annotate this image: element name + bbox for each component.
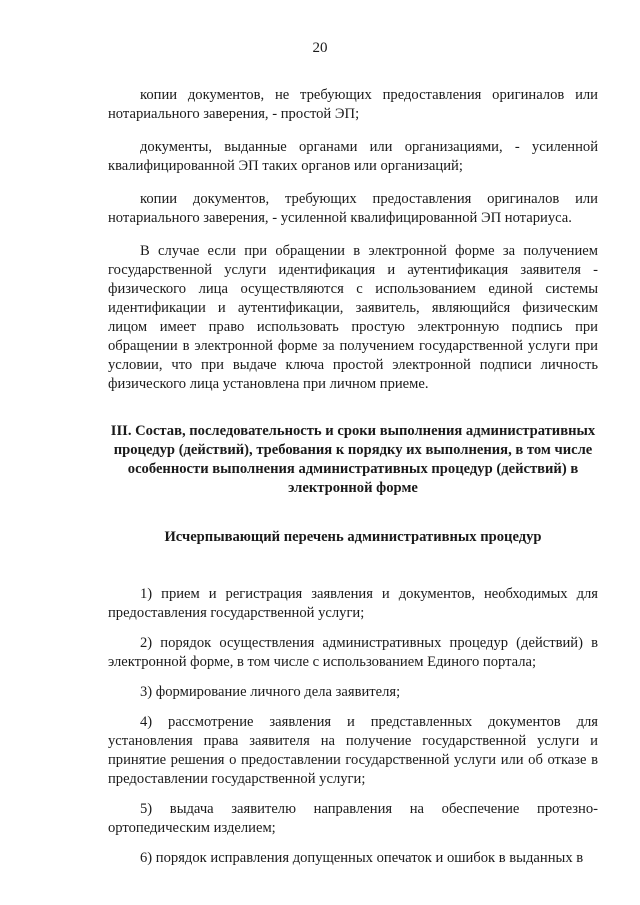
list-item: 5) выдача заявителю направления на обеспечение протезно-ортопедическим изделием;	[108, 801, 598, 836]
list-item: 3) формирование личного дела заявителя;	[140, 684, 401, 700]
document-body	[108, 86, 598, 868]
section-heading: III. Состав, последовательность и сроки выполнения административных процедур (действий), требования к порядку их выполнения, в том числе особенности выполнения административных процедур (действий) в электронной форме	[110, 423, 596, 496]
list-item: 2) порядок осуществления административных процедур (действий) в электронной форме, в том числе с использованием Единого портала;	[108, 635, 598, 670]
paragraph-electronic-identification: В случае если при обращении в электронной форме за получением государственной услуги идентификация и аутентификация заявителя - физического лица осуществляются с использованием единой системы идентификации и аутентификации, заявитель, являющийся физическим лицом имеет право использовать простую электронную подпись при обращении в электронной форме за получением государственной услуги при условии, что при выдаче ключа простой электронной подписи личность физического лица установлена при личном приеме.	[108, 243, 598, 392]
paragraph-simple-signature: копии документов, не требующих предоставления оригиналов или нотариального заверения, - простой ЭП;	[108, 87, 598, 122]
paragraph-qualified-signature-organs: документы, выданные органами или организациями, - усиленной квалифицированной ЭП таких органов или организаций;	[108, 139, 598, 174]
page-number: 20	[312, 40, 328, 56]
list-item: 4) рассмотрение заявления и представленных документов для установления права заявителя на получение государственной услуги и принятие решения о предоставлении государственной услуги или об отказе в предоставлении государственной услуги;	[108, 714, 598, 787]
list-item: 1) прием и регистрация заявления и документов, необходимых для предоставления государственной услуги;	[108, 586, 598, 621]
subheading: Исчерпывающий перечень административных процедур	[164, 529, 542, 545]
list-item: 6) порядок исправления допущенных опечаток и ошибок в выданных в	[140, 850, 584, 866]
paragraph-qualified-signature-notary: копии документов, требующих предоставления оригиналов или нотариального заверения, - усиленной квалифицированной ЭП нотариуса.	[108, 191, 598, 226]
